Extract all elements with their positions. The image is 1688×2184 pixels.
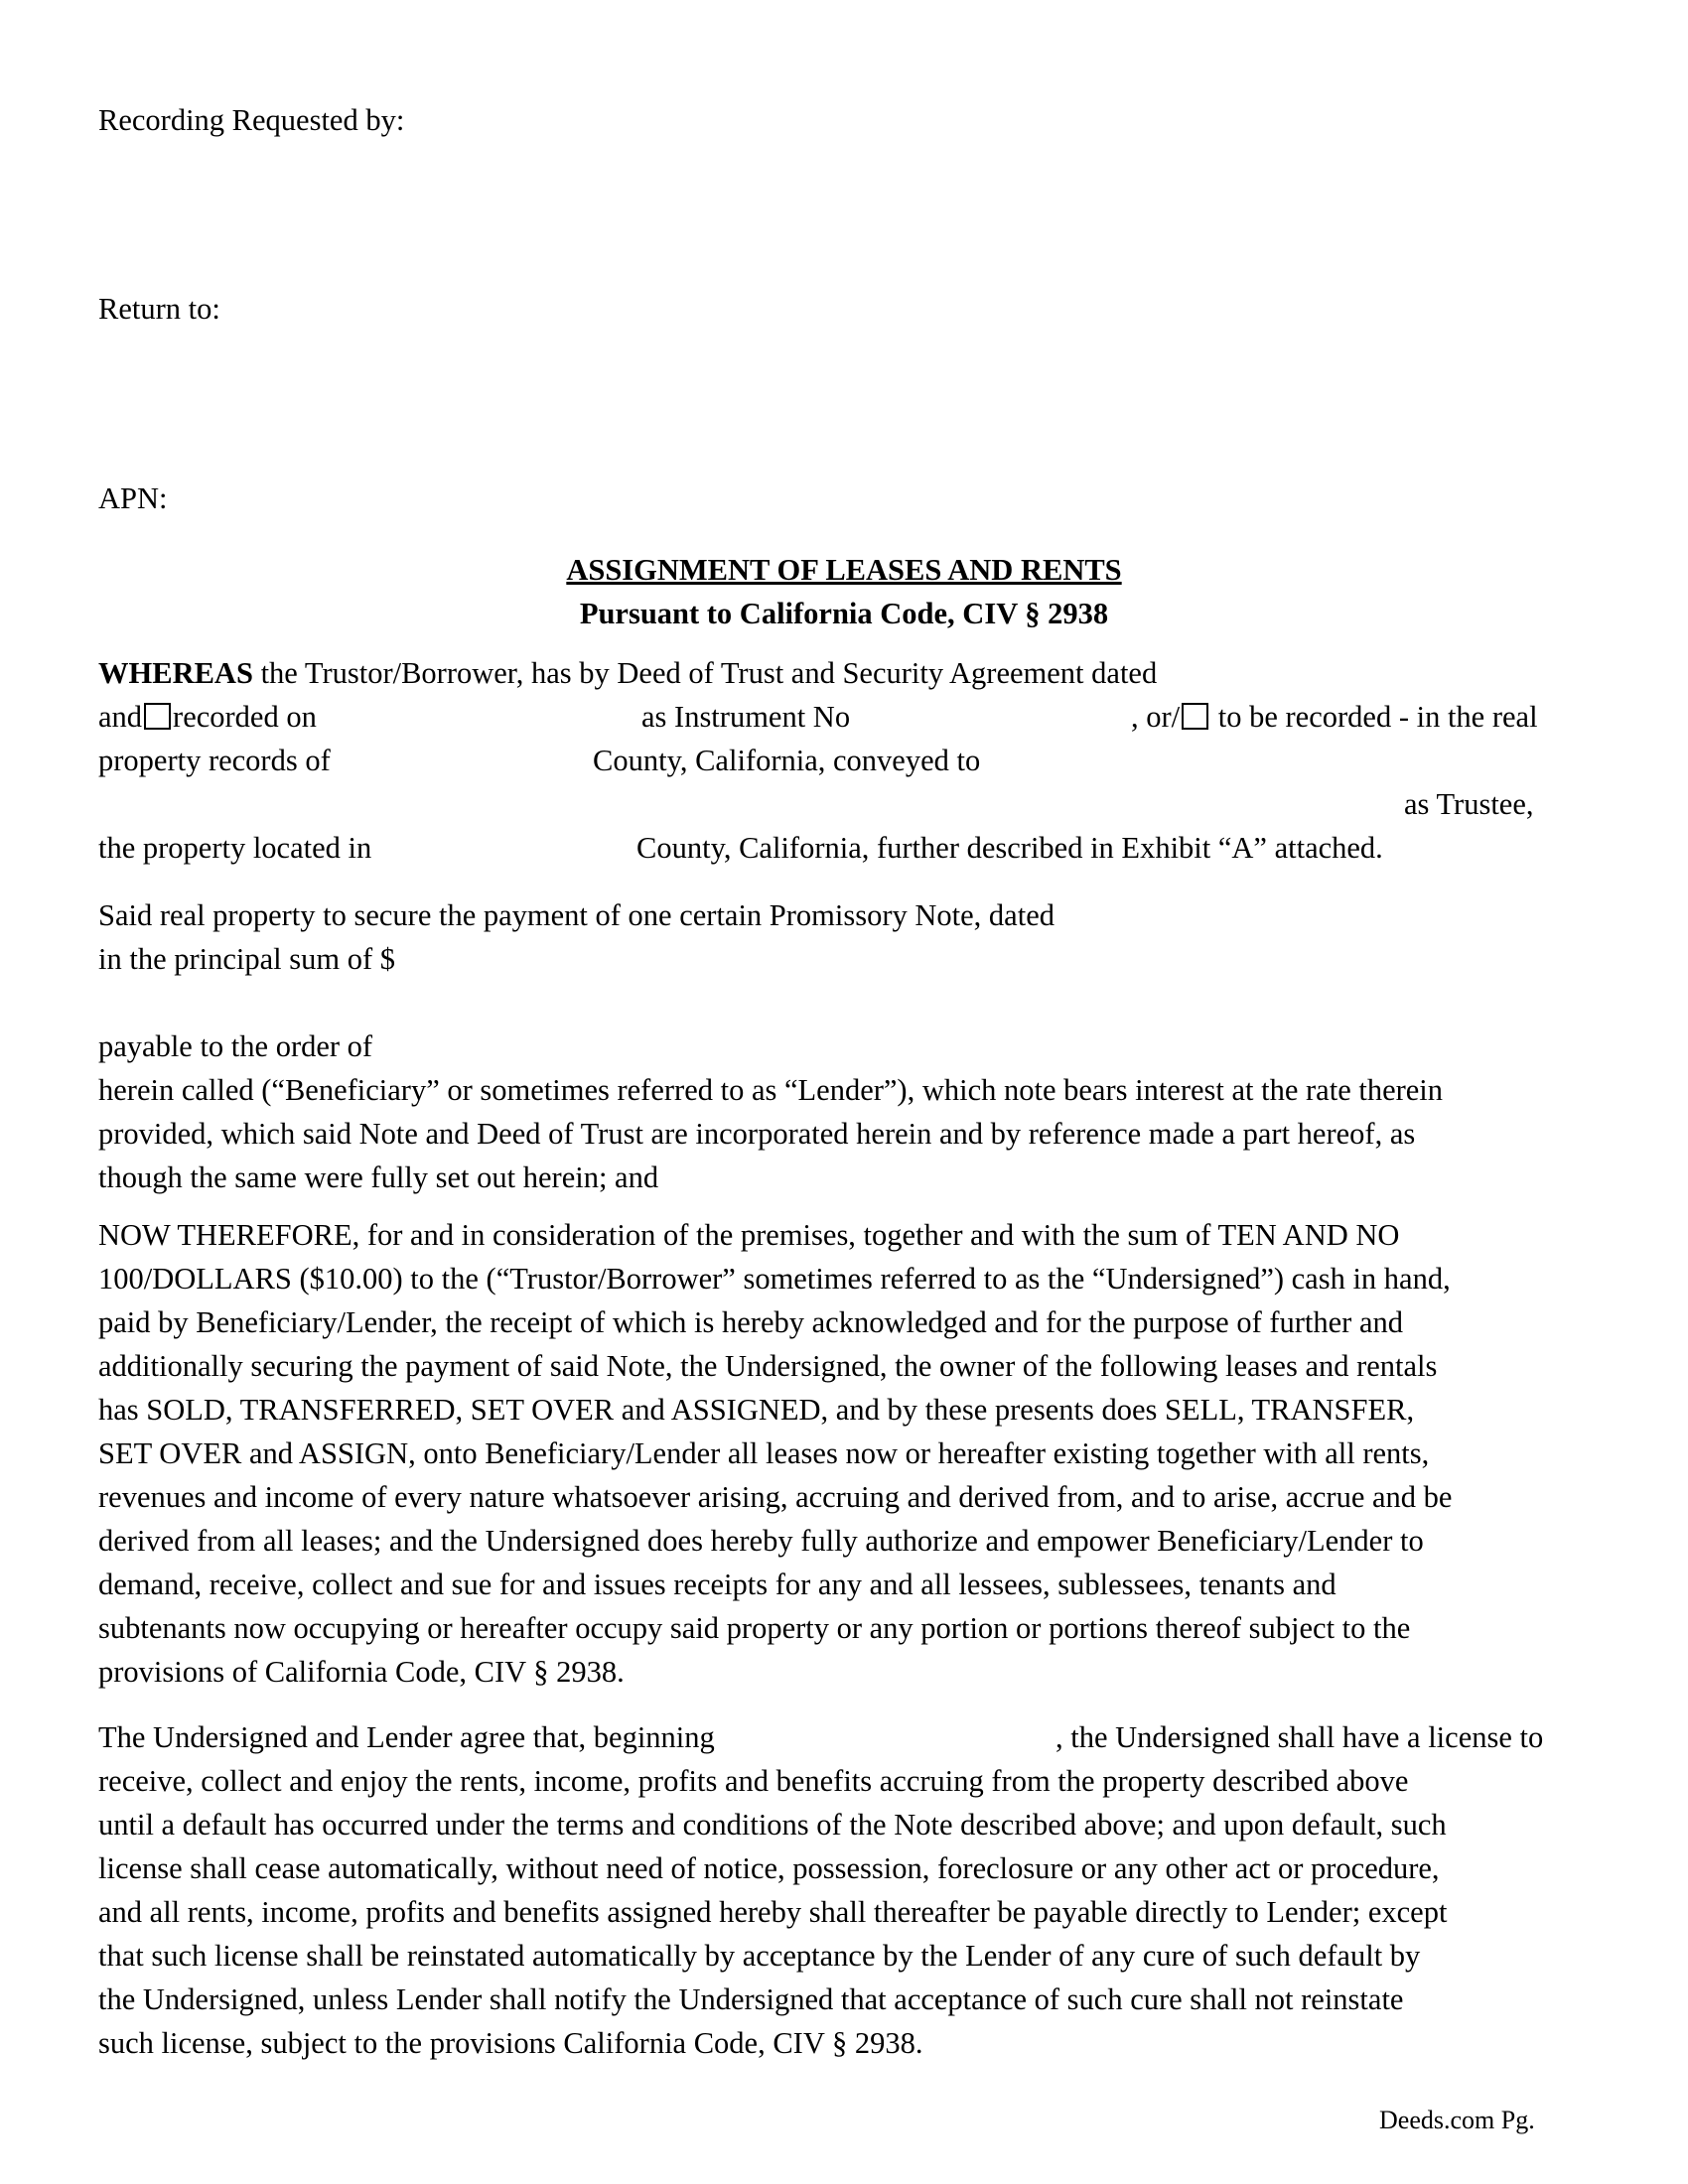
recorded-on-checkbox[interactable] — [144, 703, 171, 730]
license-line: license shall cease automatically, without need of notice, possession, foreclosure or any other act or procedure, — [98, 1851, 1440, 1885]
exhibit-a-text: County, California, further described in Exhibit “A” attached. — [636, 831, 1383, 865]
now-therefore-line: paid by Beneficiary/Lender, the receipt of which is hereby acknowledged and for the purpose of further and — [98, 1305, 1404, 1339]
to-be-recorded-text: to be recorded - in the real — [1217, 700, 1538, 734]
license-line: and all rents, income, profits and benefits assigned hereby shall thereafter be payable directly to Lender; except — [98, 1895, 1448, 1929]
document-subtitle: Pursuant to California Code, CIV § 2938 — [579, 597, 1109, 630]
instrument-no-text: as Instrument No — [641, 700, 851, 734]
page-footer: Deeds.com Pg. — [1379, 2106, 1535, 2134]
herein-line: herein called (“Beneficiary” or sometimes referred to as “Lender”), which note bears interest at the rate therein — [98, 1073, 1444, 1107]
and-text: and — [98, 700, 143, 734]
license-line: until a default has occurred under the terms and conditions of the Note described above; and upon default, such — [98, 1808, 1447, 1842]
now-therefore-line: demand, receive, collect and sue for and issues receipts for any and all lessees, sublessees, tenants and — [98, 1568, 1336, 1601]
now-therefore-paragraph — [98, 1213, 1608, 1694]
as-trustee-text: as Trustee, — [1404, 787, 1534, 821]
property-located-text: the property located in — [98, 831, 372, 865]
license-line: that such license shall be reinstated automatically by acceptance by the Lender of any cure of such default by — [98, 1939, 1421, 1973]
recorded-on-text: recorded on — [173, 700, 317, 734]
to-be-recorded-checkbox[interactable] — [1182, 703, 1208, 730]
recording-requested-label: Recording Requested by: — [98, 103, 405, 137]
now-therefore-line: additionally securing the payment of said Note, the Undersigned, the owner of the following leases and rentals — [98, 1349, 1438, 1383]
whereas-line-2 — [98, 695, 1608, 739]
now-therefore-line: NOW THEREFORE, for and in consideration of the premises, together and with the sum of TEN AND NO — [98, 1218, 1400, 1252]
license-line: receive, collect and enjoy the rents, income, profits and benefits accruing from the property described above — [98, 1764, 1409, 1798]
now-therefore-line: SET OVER and ASSIGN, onto Beneficiary/Lender all leases now or hereafter existing together with all rents, — [98, 1436, 1430, 1470]
now-therefore-line: 100/DOLLARS ($10.00) to the (“Trustor/Borrower” sometimes referred to as the “Undersigned”) cash in hand, — [98, 1262, 1451, 1296]
whereas-text: the Trustor/Borrower, has by Deed of Trust and Security Agreement dated — [252, 656, 1158, 690]
whereas-line-4 — [98, 782, 1608, 826]
beginning-text: The Undersigned and Lender agree that, beginning — [98, 1720, 715, 1754]
apn-label: APN: — [98, 481, 168, 515]
license-line: such license, subject to the provisions California Code, CIV § 2938. — [98, 2026, 923, 2060]
now-therefore-line: revenues and income of every nature whatsoever arising, accruing and derived from, and to arise, accrue and be — [98, 1480, 1453, 1514]
return-to-label: Return to: — [98, 292, 220, 326]
now-therefore-line: provisions of California Code, CIV § 2938. — [98, 1655, 625, 1689]
now-therefore-line: derived from all leases; and the Undersigned does hereby fully authorize and empower Beneficiary/Lender to — [98, 1524, 1424, 1558]
county-conveyed-text: County, California, conveyed to — [593, 744, 981, 777]
whereas-line-1 — [98, 651, 1608, 695]
whereas-paragraph — [98, 651, 1608, 870]
property-records-text: property records of — [98, 744, 331, 777]
said-line-2: in the principal sum of $ — [98, 942, 396, 976]
whereas-line-5 — [98, 826, 1608, 870]
whereas-line-3 — [98, 739, 1608, 782]
or-text: , or/ — [1131, 700, 1181, 734]
said-line-1: Said real property to secure the payment of one certain Promissory Note, dated — [98, 898, 1055, 932]
though-line: though the same were fully set out herein; and — [98, 1160, 659, 1194]
license-line-1 — [98, 1715, 1608, 1759]
whereas-keyword: WHEREAS — [98, 656, 253, 690]
now-therefore-line: subtenants now occupying or hereafter occupy said property or any portion or portions thereof subject to the — [98, 1611, 1411, 1645]
payable-paragraph — [98, 1024, 1608, 1199]
payable-line: payable to the order of — [98, 1029, 373, 1063]
license-paragraph — [98, 1715, 1608, 2065]
said-paragraph — [98, 893, 1608, 981]
provided-line: provided, which said Note and Deed of Trust are incorporated herein and by reference made a part hereof, as — [98, 1117, 1416, 1151]
license-line: the Undersigned, unless Lender shall notify the Undersigned that acceptance of such cure shall not reinstate — [98, 1982, 1404, 2016]
document-title: ASSIGNMENT OF LEASES AND RENTS — [566, 553, 1122, 587]
license-to-text: , the Undersigned shall have a license to — [1055, 1720, 1544, 1754]
now-therefore-line: has SOLD, TRANSFERRED, SET OVER and ASSIGNED, and by these presents does SELL, TRANSFER, — [98, 1393, 1415, 1427]
